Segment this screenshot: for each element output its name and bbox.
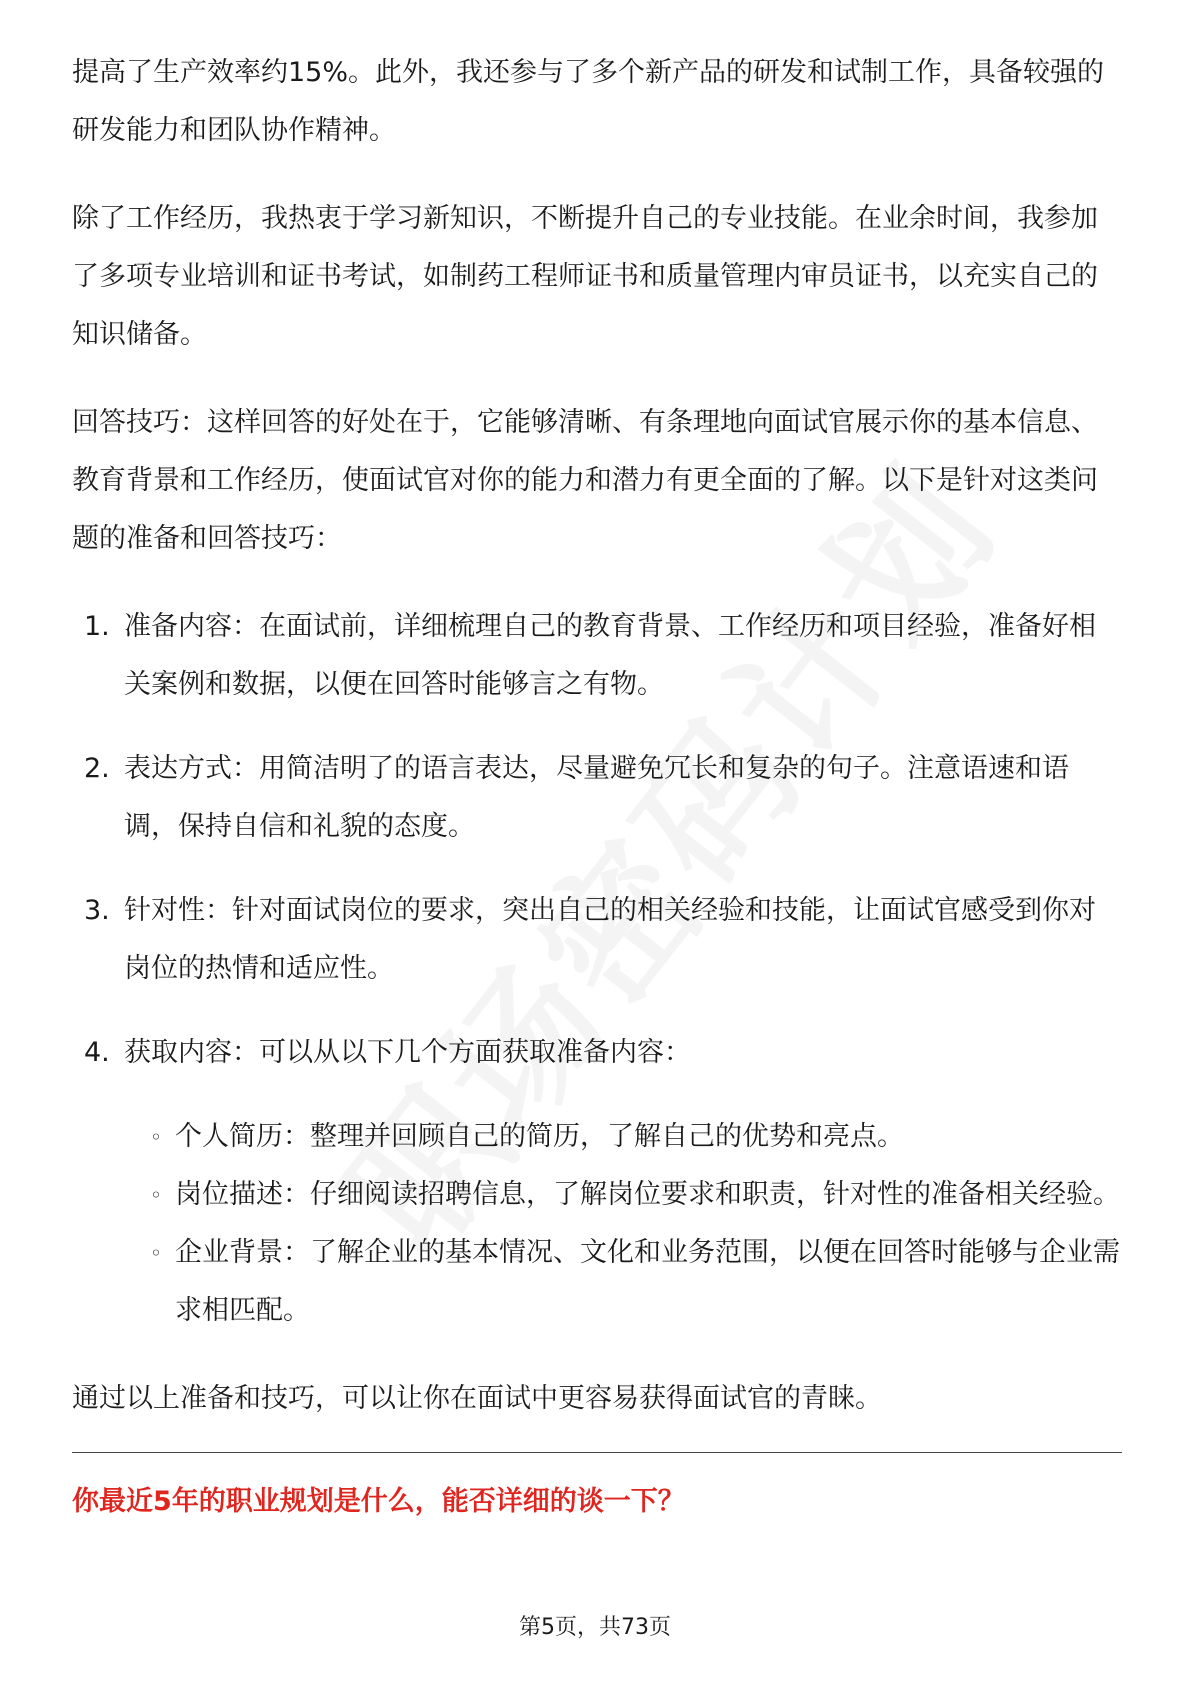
- list-number: 2.: [84, 753, 110, 784]
- list-item-text: 获取内容：可以从以下几个方面获取准备内容：: [124, 1037, 691, 1068]
- body-content: [72, 44, 1122, 1428]
- paragraph-learning: 除了工作经历，我热衷于学习新知识，不断提升自己的专业技能。在业余时间，我参加了多项专业培训和证书考试，如制药工程师证书和质量管理内审员证书，以充实自己的知识储备。: [72, 203, 1098, 350]
- sublist-item: [72, 1166, 1122, 1224]
- closing-paragraph: 通过以上准备和技巧，可以让你在面试中更容易获得面试官的青睐。: [72, 1383, 882, 1414]
- sublist-item-text: 个人简历：整理并回顾自己的简历，了解自己的优势和亮点。: [175, 1121, 904, 1152]
- bullet-icon: ◦: [150, 1241, 162, 1265]
- list-item-text: 表达方式：用简洁明了的语言表达，尽量避免冗长和复杂的句子。注意语速和语调，保持自信和礼貌的态度。: [124, 753, 1069, 842]
- list-item: [72, 740, 1122, 856]
- list-item-text: 准备内容：在面试前，详细梳理自己的教育背景、工作经历和项目经验，准备好相关案例和数据，以便在回答时能够言之有物。: [124, 611, 1096, 700]
- page-number-footer: 第5页，共73页: [519, 1615, 671, 1640]
- list-item-text: 针对性：针对面试岗位的要求，突出自己的相关经验和技能，让面试官感受到你对岗位的热情和适应性。: [124, 895, 1096, 984]
- sublist-item-text: 企业背景：了解企业的基本情况、文化和业务范围，以便在回答时能够与企业需求相匹配。: [175, 1237, 1120, 1326]
- sublist-item: [72, 1108, 1122, 1166]
- paragraph-work-results: 提高了生产效率约15%。此外，我还参与了多个新产品的研发和试制工作，具备较强的研发能力和团队协作精神。: [72, 57, 1105, 146]
- next-question-heading: 你最近5年的职业规划是什么，能否详细的谈一下？: [72, 1486, 685, 1517]
- tips-list: [72, 598, 1122, 1082]
- bullet-icon: ◦: [150, 1125, 162, 1149]
- sublist-item-text: 岗位描述：仔细阅读招聘信息，了解岗位要求和职责，针对性的准备相关经验。: [175, 1179, 1120, 1210]
- sublist-item: [72, 1224, 1122, 1340]
- list-number: 1.: [84, 611, 110, 642]
- bullet-icon: ◦: [150, 1183, 162, 1207]
- paragraph-answer-tips: 回答技巧：这样回答的好处在于，它能够清晰、有条理地向面试官展示你的基本信息、教育背景和工作经历，使面试官对你的能力和潜力有更全面的了解。以下是针对这类问题的准备和回答技巧：: [72, 407, 1098, 554]
- list-number: 4.: [84, 1037, 110, 1068]
- list-item: [72, 598, 1122, 714]
- list-item: [72, 882, 1122, 998]
- section-divider: [72, 1452, 1122, 1453]
- sources-sublist: [72, 1108, 1122, 1340]
- list-item: [72, 1024, 1122, 1082]
- list-number: 3.: [84, 895, 110, 926]
